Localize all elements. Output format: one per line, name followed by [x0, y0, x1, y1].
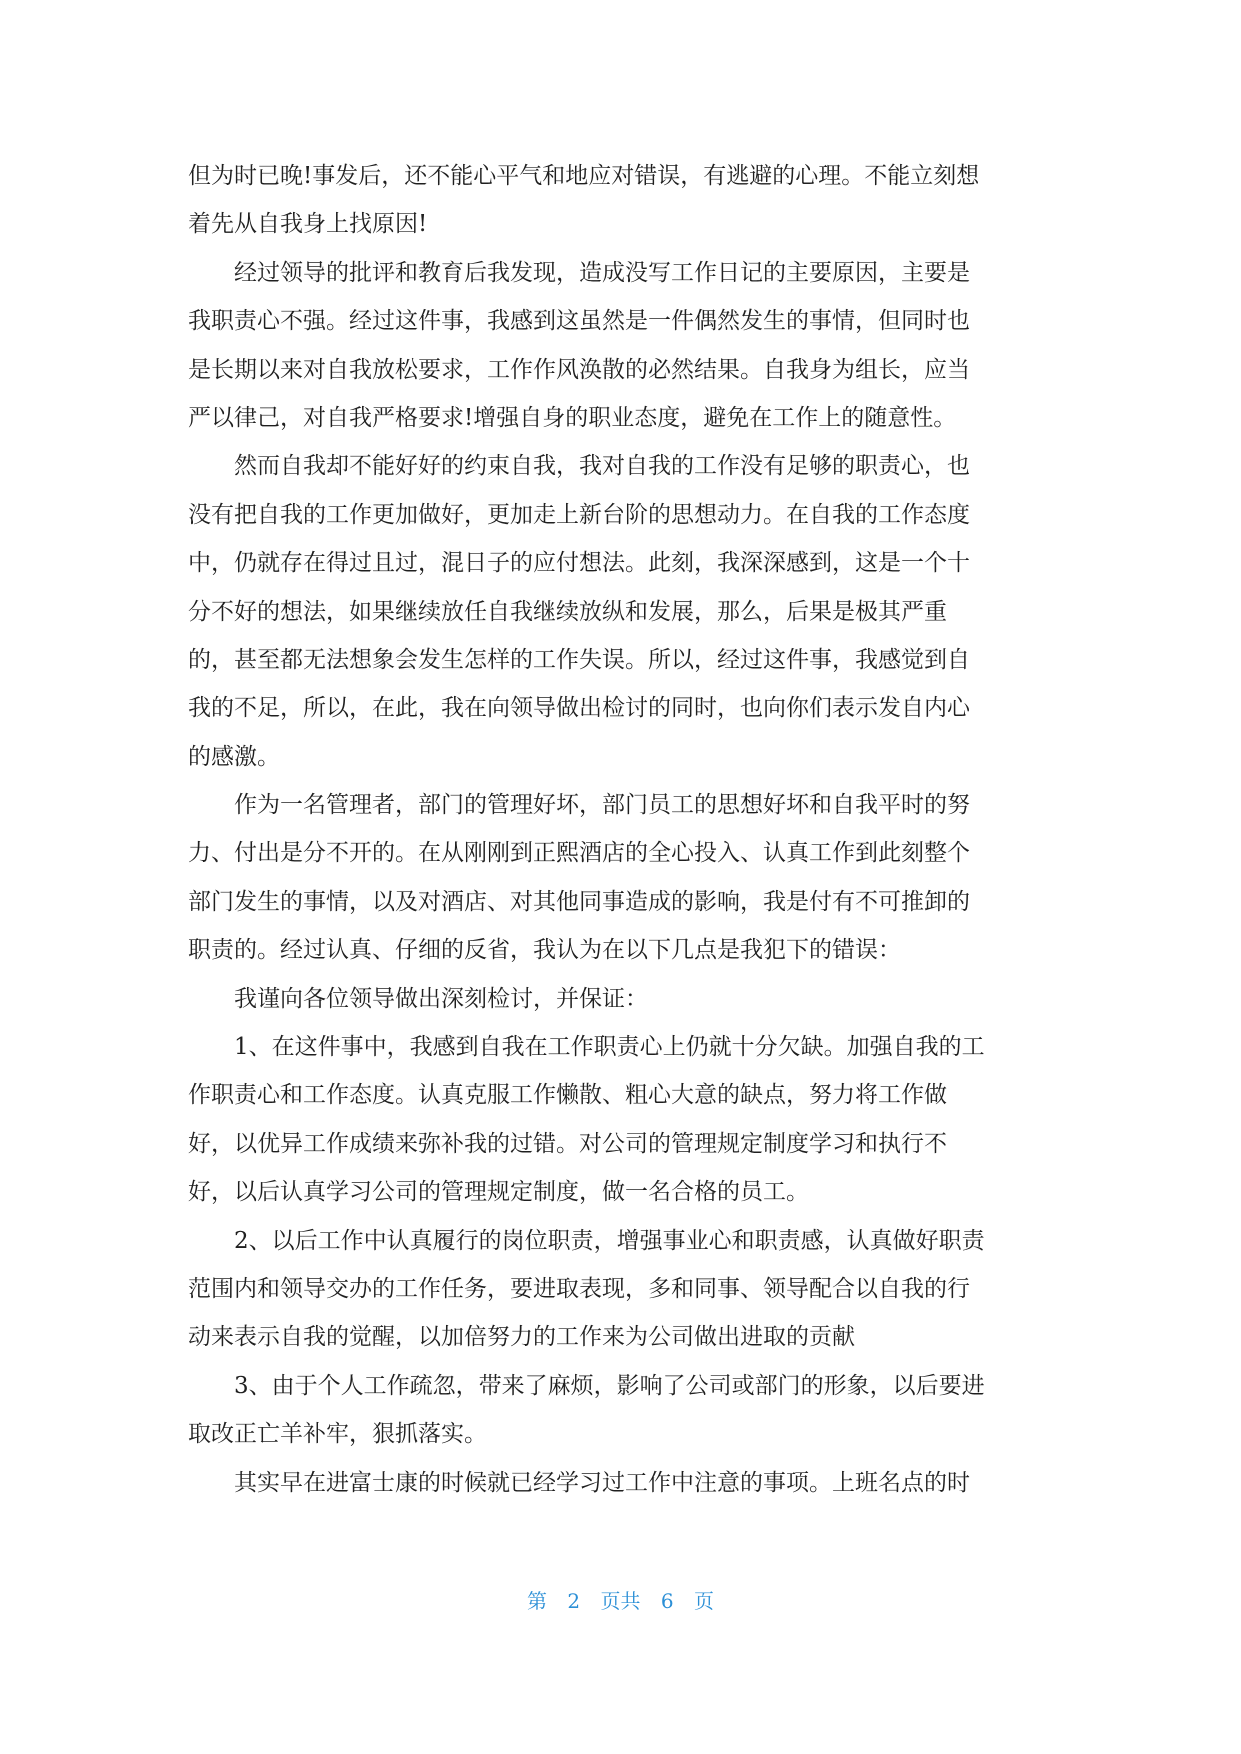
- text-line: 范围内和领导交办的工作任务，要进取表现，多和同事、领导配合以自我的行: [188, 1275, 970, 1302]
- text-line: 力、付出是分不开的。在从刚刚到正熙酒店的全心投入、认真工作到此刻整个: [188, 840, 970, 867]
- footer-suffix: 页: [693, 1589, 714, 1613]
- text-line: 的感激。: [188, 743, 280, 770]
- text-line: 好，以优异工作成绩来弥补我的过错。对公司的管理规定制度学习和执行不: [188, 1130, 947, 1157]
- text-line: 是长期以来对自我放松要求，工作作风涣散的必然结果。自我身为组长，应当: [188, 356, 970, 383]
- footer-prefix: 第: [527, 1589, 548, 1613]
- text-line: 但为时已晚!事发后，还不能心平气和地应对错误，有逃避的心理。不能立刻想: [188, 163, 980, 189]
- text-line: 好，以后认真学习公司的管理规定制度，做一名合格的员工。: [188, 1179, 809, 1206]
- text-line: 我谨向各位领导做出深刻检讨，并保证：: [188, 985, 648, 1012]
- text-line: 3、由于个人工作疏忽，带来了麻烦，影响了公司或部门的形象，以后要进: [188, 1372, 985, 1399]
- footer-page-number: 2: [567, 1589, 581, 1613]
- text-line: 然而自我却不能好好的约束自我，我对自我的工作没有足够的职责心，也: [188, 453, 970, 480]
- text-line: 作为一名管理者，部门的管理好坏，部门员工的思想好坏和自我平时的努: [188, 792, 970, 819]
- body-text: [188, 152, 1050, 1507]
- text-line: 取改正亡羊补牢，狠抓落实。: [188, 1421, 487, 1448]
- text-line: 动来表示自我的觉醒，以加倍努力的工作来为公司做出进取的贡献: [188, 1324, 855, 1351]
- text-line: 没有把自我的工作更加做好，更加走上新台阶的思想动力。在自我的工作态度: [188, 501, 970, 528]
- footer-page-total: 6: [660, 1589, 674, 1613]
- text-line: 我的不足，所以，在此，我在向领导做出检讨的同时，也向你们表示发自内心: [188, 695, 970, 722]
- text-line: 严以律己，对自我严格要求!增强自身的职业态度，避免在工作上的随意性。: [188, 404, 957, 431]
- text-line: 中，仍就存在得过且过，混日子的应付想法。此刻，我深深感到，这是一个十: [188, 550, 970, 577]
- text-line: 着先从自我身上找原因!: [188, 211, 428, 238]
- text-line: 2、以后工作中认真履行的岗位职责，增强事业心和职责感，认真做好职责: [188, 1227, 985, 1254]
- text-line: 的，甚至都无法想象会发生怎样的工作失误。所以，经过这件事，我感觉到自: [188, 646, 970, 673]
- text-line: 职责的。经过认真、仔细的反省，我认为在以下几点是我犯下的错误：: [188, 937, 901, 964]
- text-line: 1、在这件事中，我感到自我在工作职责心上仍就十分欠缺。加强自我的工: [188, 1034, 985, 1061]
- footer-middle: 页共: [600, 1589, 641, 1613]
- text-line: 部门发生的事情，以及对酒店、对其他同事造成的影响，我是付有不可推卸的: [188, 888, 970, 915]
- text-line: 作职责心和工作态度。认真克服工作懒散、粗心大意的缺点，努力将工作做: [188, 1082, 947, 1109]
- text-line: 我职责心不强。经过这件事，我感到这虽然是一件偶然发生的事情，但同时也: [188, 308, 970, 335]
- text-line: 其实早在进富士康的时候就已经学习过工作中注意的事项。上班名点的时: [188, 1469, 970, 1496]
- page-footer: [0, 1585, 1241, 1614]
- text-line: 分不好的想法，如果继续放任自我继续放纵和发展，那么，后果是极其严重: [188, 598, 947, 625]
- text-line: 经过领导的批评和教育后我发现，造成没写工作日记的主要原因，主要是: [188, 259, 970, 286]
